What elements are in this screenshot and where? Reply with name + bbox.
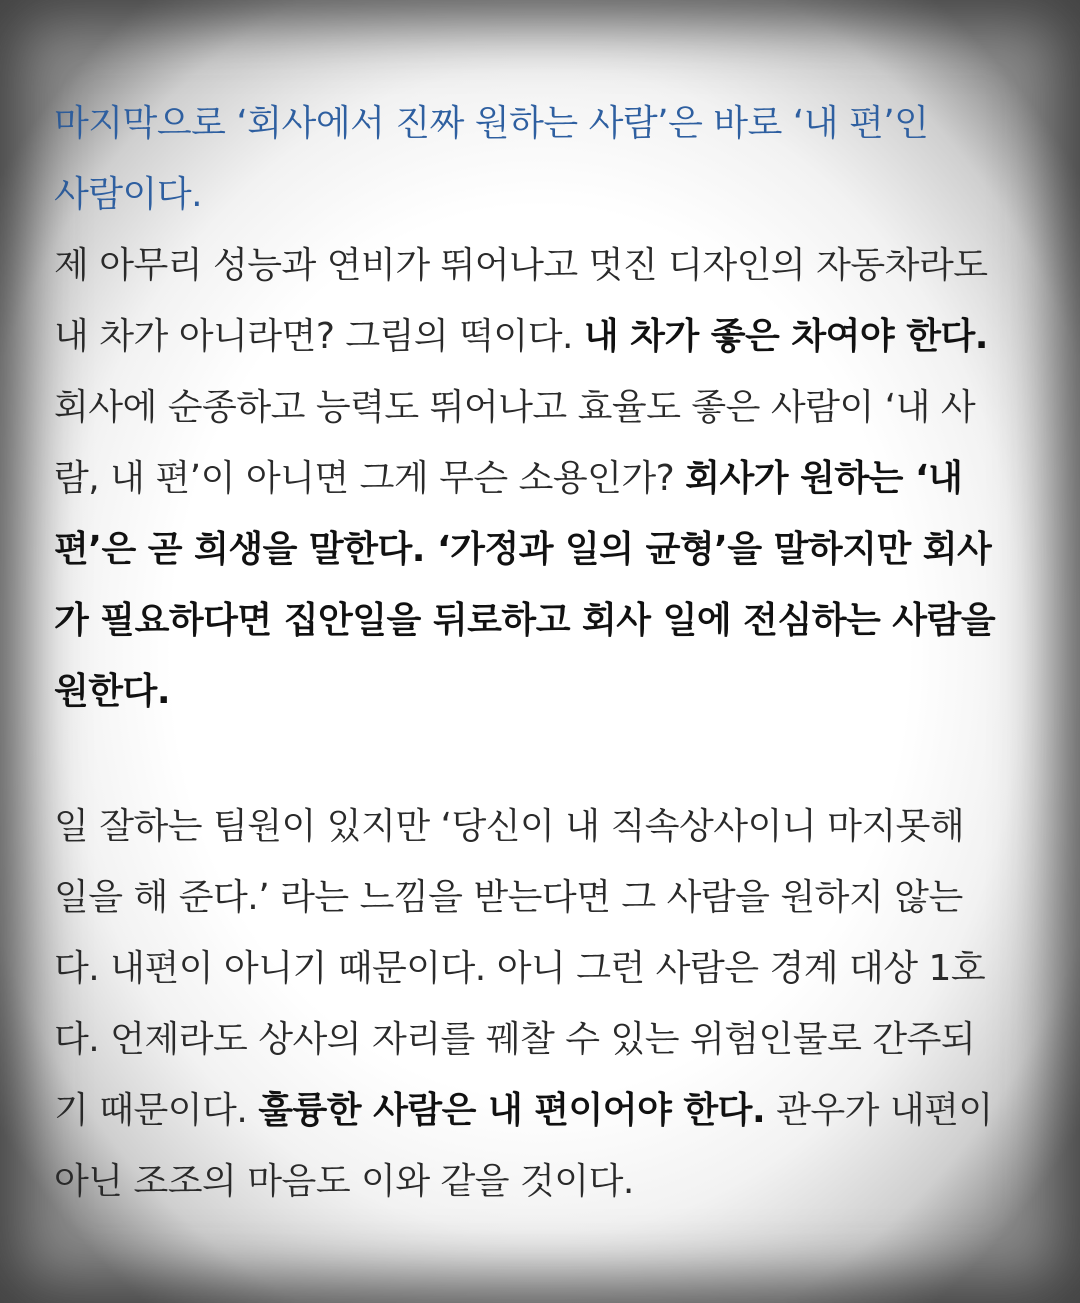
paragraph2-line-6: 아닌 조조의 마음도 이와 같을 것이다.	[54, 1161, 634, 1202]
paragraph1-line-2-text: 내 차가 아니라면? 그림의 떡이다.	[54, 316, 584, 357]
article-body	[54, 88, 1034, 1217]
paragraph1-line-2-emphasis: 내 차가 좋은 차여야 한다.	[583, 316, 988, 357]
paragraph1-line-4	[54, 443, 1034, 514]
heading-line-1: 마지막으로 ‘회사에서 진짜 원하는 사람’은 바로 ‘내 편’인	[54, 103, 929, 144]
paragraph1-line-2	[54, 301, 1034, 372]
paragraph2-line-5	[54, 1075, 1034, 1146]
paragraph2-line-2: 일을 해 준다.’ 라는 느낌을 받는다면 그 사람을 원하지 않는	[54, 877, 963, 918]
paragraph1-line-1: 제 아무리 성능과 연비가 뛰어나고 멋진 디자인의 자동차라도	[54, 245, 988, 286]
paragraph2-line-5-emphasis: 훌륭한 사람은 내 편이어야 한다.	[258, 1090, 766, 1131]
paragraph1-line-6: 가 필요하다면 집안일을 뒤로하고 회사 일에 전심하는 사람을	[54, 600, 996, 641]
paragraph1-line-4-text: 람, 내 편’이 아니면 그게 무슨 소용인가?	[54, 458, 686, 499]
paragraph2-line-1: 일 잘하는 팀원이 있지만 ‘당신이 내 직속상사이니 마지못해	[54, 806, 965, 847]
paragraph1-line-3: 회사에 순종하고 능력도 뛰어나고 효율도 좋은 사람이 ‘내 사	[54, 387, 976, 428]
paragraph2-line-5-text-a: 기 때문이다.	[54, 1090, 259, 1131]
paragraph1-line-4-emphasis: 회사가 원하는 ‘내	[685, 458, 963, 499]
paragraph2-line-3: 다. 내편이 아니기 때문이다. 아니 그런 사람은 경계 대상 1호	[54, 948, 986, 989]
paragraph1-line-7: 원한다.	[54, 671, 171, 712]
paragraph2-line-4: 다. 언제라도 상사의 자리를 꿰찰 수 있는 위험인물로 간주되	[54, 1019, 976, 1060]
paragraph1-line-5: 편’은 곧 희생을 말한다. ‘가정과 일의 균형’을 말하지만 회사	[54, 529, 992, 570]
paragraph2-line-5-text-b: 관우가 내편이	[765, 1090, 993, 1131]
heading-line-2: 사람이다.	[54, 174, 203, 215]
paragraph-spacer	[54, 727, 1034, 791]
